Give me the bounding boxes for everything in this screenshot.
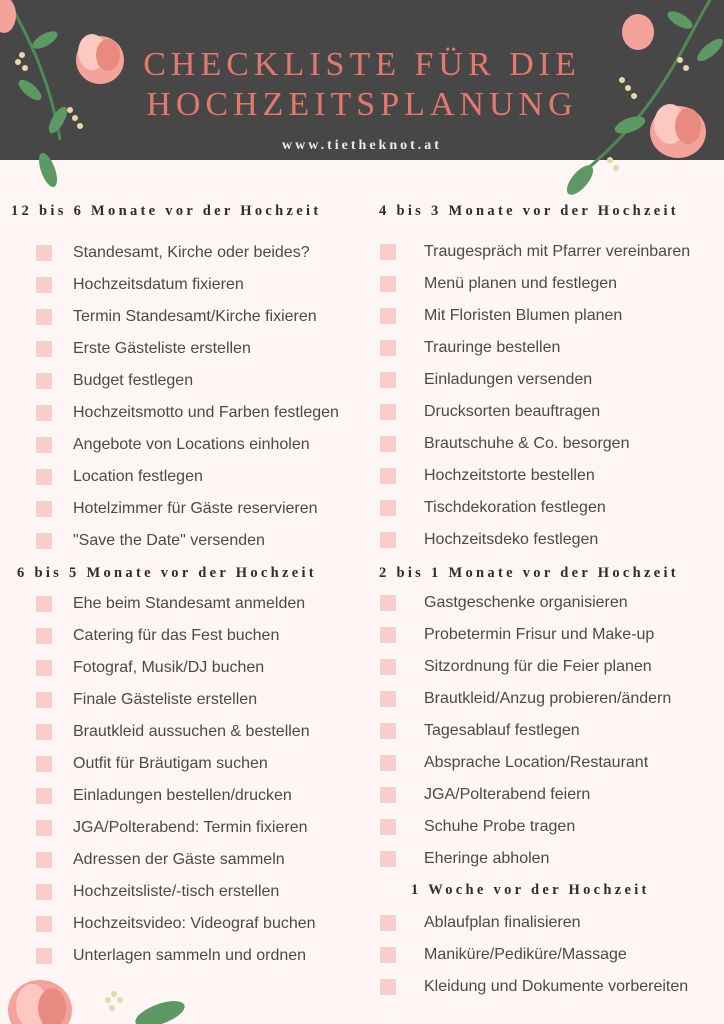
checkbox-icon[interactable] <box>380 755 396 771</box>
checkbox-icon[interactable] <box>380 659 396 675</box>
checkbox-icon[interactable] <box>36 245 52 261</box>
checkbox-icon[interactable] <box>36 405 52 421</box>
checkbox-icon[interactable] <box>36 692 52 708</box>
section-title-12-6: 12 bis 6 Monate vor der Hochzeit <box>11 203 322 219</box>
checkbox-icon[interactable] <box>36 788 52 804</box>
checkbox-icon[interactable] <box>380 404 396 420</box>
checkbox-icon[interactable] <box>380 595 396 611</box>
checkbox-icon[interactable] <box>380 468 396 484</box>
checkbox-icon[interactable] <box>380 947 396 963</box>
checkbox-icon[interactable] <box>36 533 52 549</box>
checkbox-icon[interactable] <box>36 884 52 900</box>
checkbox-icon[interactable] <box>36 820 52 836</box>
section-title-2-1: 2 bis 1 Monate vor der Hochzeit <box>379 565 679 581</box>
checkbox-icon[interactable] <box>36 596 52 612</box>
checkbox-icon[interactable] <box>380 276 396 292</box>
checkbox-icon[interactable] <box>36 916 52 932</box>
checkbox-icon[interactable] <box>380 340 396 356</box>
checkbox-icon[interactable] <box>380 691 396 707</box>
checkbox-icon[interactable] <box>380 308 396 324</box>
checkbox-icon[interactable] <box>36 373 52 389</box>
checkbox-icon[interactable] <box>36 628 52 644</box>
checkbox-icon[interactable] <box>36 277 52 293</box>
checkbox-icon[interactable] <box>380 819 396 835</box>
checkbox-icon[interactable] <box>380 851 396 867</box>
checkbox-icon[interactable] <box>380 915 396 931</box>
section-title-6-5: 6 bis 5 Monate vor der Hochzeit <box>17 565 317 581</box>
checkbox-icon[interactable] <box>380 723 396 739</box>
website-url: www.tietheknot.at <box>282 138 442 153</box>
page-title-line2: HOCHZEITSPLANUNG <box>146 86 578 123</box>
checkbox-icon[interactable] <box>380 787 396 803</box>
page-title-line1: CHECKLISTE FÜR DIE <box>143 46 581 83</box>
checkbox-icon[interactable] <box>36 341 52 357</box>
checkbox-icon[interactable] <box>36 948 52 964</box>
checkbox-icon[interactable] <box>380 500 396 516</box>
checkbox-icon[interactable] <box>380 244 396 260</box>
checkbox-icon[interactable] <box>380 979 396 995</box>
checkbox-icon[interactable] <box>36 660 52 676</box>
checkbox-icon[interactable] <box>36 501 52 517</box>
flower-icon <box>0 970 200 1024</box>
checkbox-icon[interactable] <box>36 852 52 868</box>
checkbox-icon[interactable] <box>380 436 396 452</box>
checkbox-icon[interactable] <box>380 532 396 548</box>
checkbox-icon[interactable] <box>36 724 52 740</box>
checkbox-icon[interactable] <box>36 437 52 453</box>
checkbox-icon[interactable] <box>380 627 396 643</box>
section-title-4-3: 4 bis 3 Monate vor der Hochzeit <box>379 203 679 219</box>
checkbox-icon[interactable] <box>36 756 52 772</box>
section-title-1-week: 1 Woche vor der Hochzeit <box>411 882 650 898</box>
checkbox-icon[interactable] <box>36 309 52 325</box>
checkbox-icon[interactable] <box>36 469 52 485</box>
checkbox-icon[interactable] <box>380 372 396 388</box>
